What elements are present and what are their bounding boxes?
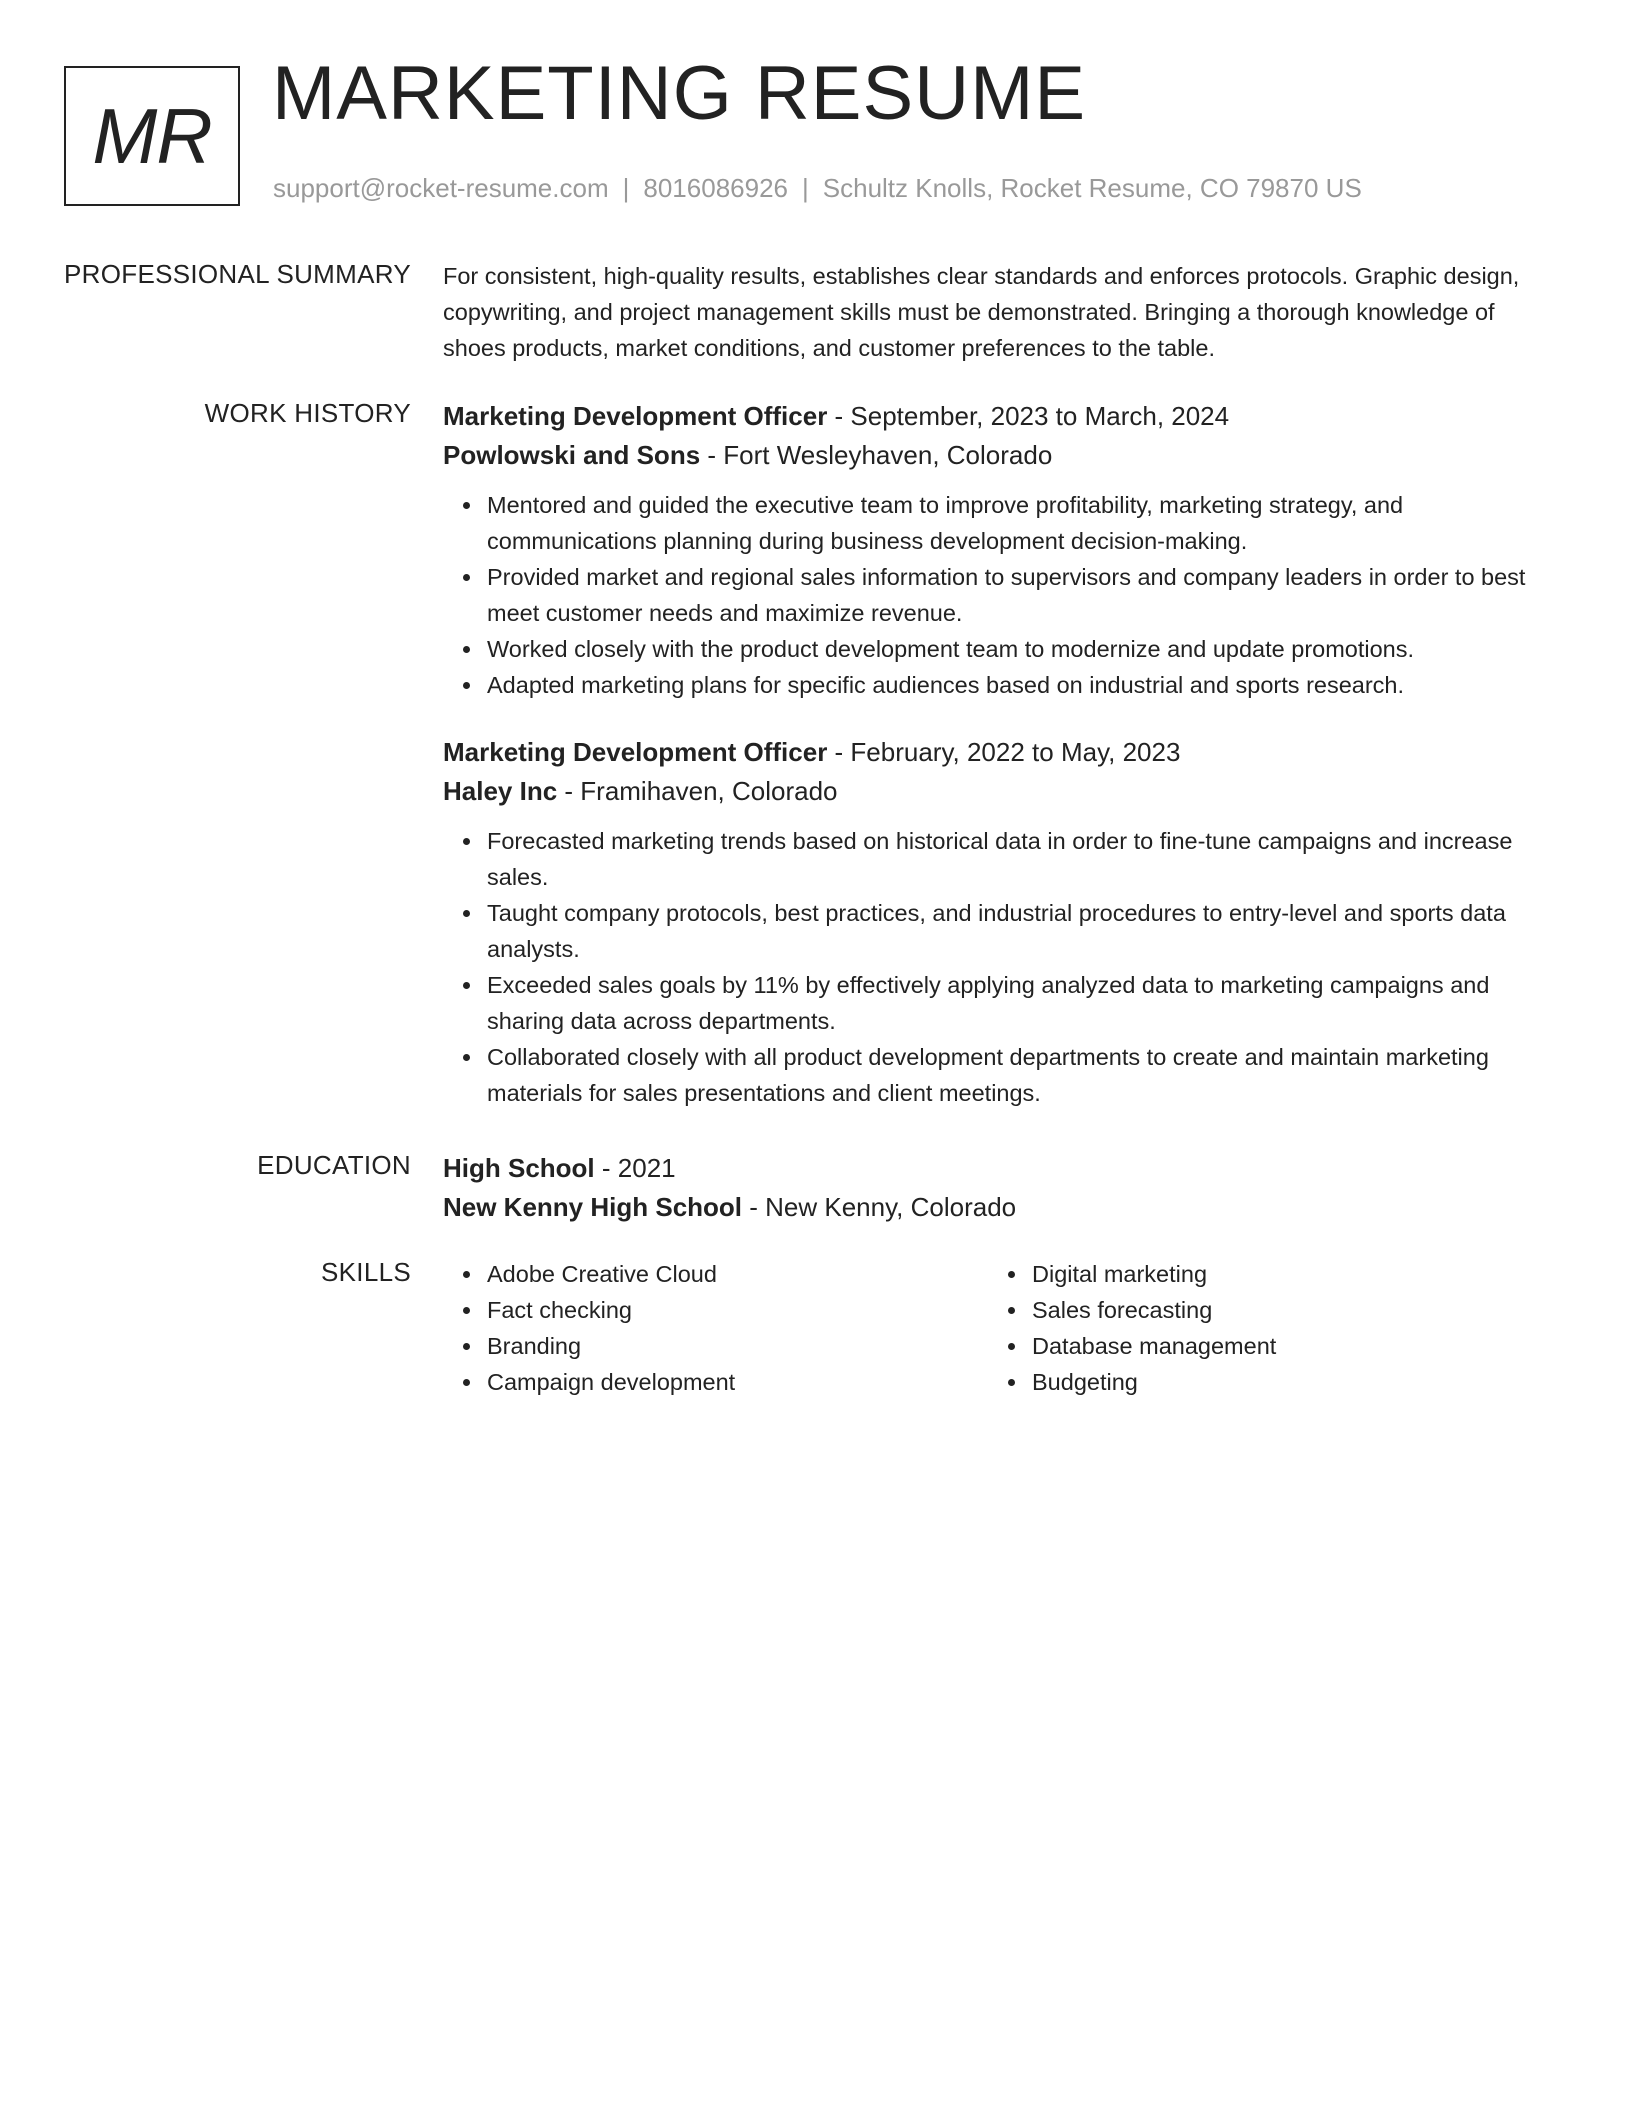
degree-line — [443, 1149, 1561, 1188]
job-entry — [443, 733, 1561, 1111]
job-bullet: Collaborated closely with all product development departments to create and maintain marketing materials for sales presentations and client meetings. — [487, 1039, 1561, 1111]
work-history-body — [443, 397, 1561, 1111]
skills-heading: SKILLS — [321, 1257, 411, 1287]
skill-item: Adobe Creative Cloud — [487, 1256, 988, 1292]
skills-body — [443, 1256, 1561, 1400]
skill-item: Budgeting — [1032, 1364, 1533, 1400]
job-title-line — [443, 733, 1561, 772]
school-name: New Kenny High School — [443, 1192, 743, 1222]
job-bullet-list — [443, 823, 1561, 1111]
job-bullet: Worked closely with the product development team to modernize and update promotions. — [487, 631, 1561, 667]
education-body — [443, 1149, 1561, 1227]
work-history-heading: WORK HISTORY — [204, 398, 411, 428]
job-bullet: Taught company protocols, best practices, and industrial procedures to entry-level and sports data analysts. — [487, 895, 1561, 967]
skill-item: Campaign development — [487, 1364, 988, 1400]
contact-separator: | — [622, 173, 630, 203]
job-company-line — [443, 436, 1561, 475]
job-title-line — [443, 397, 1561, 436]
contact-line — [273, 173, 1362, 204]
education-heading: EDUCATION — [257, 1150, 411, 1180]
summary-heading: PROFESSIONAL SUMMARY — [64, 259, 411, 289]
skills-column-left — [443, 1256, 988, 1400]
summary-body — [443, 258, 1561, 366]
job-bullet: Mentored and guided the executive team to improve profitability, marketing strategy, and communications planning during business development decision-making. — [487, 487, 1561, 559]
skill-item: Database management — [1032, 1328, 1533, 1364]
job-company-line — [443, 772, 1561, 811]
degree-year: - 2021 — [594, 1153, 676, 1183]
job-bullet: Forecasted marketing trends based on historical data in order to fine-tune campaigns and increase sales. — [487, 823, 1561, 895]
job-company: Powlowski and Sons — [443, 440, 701, 470]
skill-item: Fact checking — [487, 1292, 988, 1328]
job-title: Marketing Development Officer — [443, 737, 828, 767]
job-entry — [443, 397, 1561, 703]
resume-title: MARKETING RESUME — [272, 51, 1087, 136]
skills-column-right — [988, 1256, 1533, 1400]
job-location: - Framihaven, Colorado — [557, 776, 838, 806]
skill-item: Digital marketing — [1032, 1256, 1533, 1292]
monogram-box — [64, 66, 240, 206]
job-bullet: Provided market and regional sales information to supervisors and company leaders in order to best meet customer needs and maximize revenue. — [487, 559, 1561, 631]
contact-separator: | — [802, 173, 809, 203]
job-bullet-list — [443, 487, 1561, 703]
skill-item: Branding — [487, 1328, 988, 1364]
monogram-initials: MR — [92, 91, 212, 180]
school-location: - New Kenny, Colorado — [742, 1192, 1017, 1222]
contact-email: support@rocket-resume.com — [273, 173, 609, 203]
contact-address: Schultz Knolls, Rocket Resume, CO 79870 US — [822, 173, 1362, 203]
skills-columns — [443, 1256, 1561, 1400]
job-title: Marketing Development Officer — [443, 401, 828, 431]
contact-phone: 8016086926 — [643, 173, 788, 203]
skills-list — [443, 1256, 988, 1400]
job-bullet: Exceeded sales goals by 11% by effectively applying analyzed data to marketing campaigns and sharing data across departments. — [487, 967, 1561, 1039]
job-bullet: Adapted marketing plans for specific audiences based on industrial and sports research. — [487, 667, 1561, 703]
job-dates: - September, 2023 to March, 2024 — [827, 401, 1230, 431]
job-dates: - February, 2022 to May, 2023 — [827, 737, 1181, 767]
skill-item: Sales forecasting — [1032, 1292, 1533, 1328]
skills-list — [988, 1256, 1533, 1400]
job-company: Haley Inc — [443, 776, 558, 806]
school-line — [443, 1188, 1561, 1227]
job-location: - Fort Wesleyhaven, Colorado — [700, 440, 1053, 470]
summary-text: For consistent, high-quality results, establishes clear standards and enforces protocols. Graphic design, copywriting, and project management skills must be demonstrated. Bringing a thorough knowledge of shoes products, market conditions, and customer preferences to the table. — [443, 263, 1520, 361]
degree-name: High School — [443, 1153, 595, 1183]
